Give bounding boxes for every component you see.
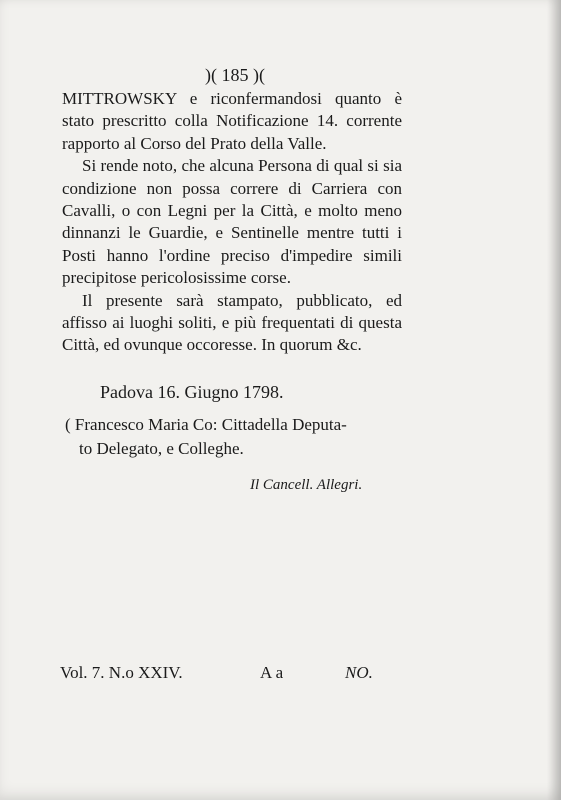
paragraph-2: Si rende noto, che alcuna Persona di qual si sia condizione non possa correre di Carriera con Cavalli, o con Legni per la Città, e molto meno dinnanzi le Guardie, e Sentinelle mentre tutti i Posti hanno l'ordine preciso d'impedire simili precipitose pericolosissime corse.: [62, 156, 402, 288]
body-text: [62, 88, 402, 357]
signature-line-2: to Delegato, e Colleghe.: [79, 439, 244, 458]
signature-block: [65, 413, 405, 461]
date-line: Padova 16. Giugno 1798.: [100, 382, 284, 402]
page-edge-shadow: [547, 0, 561, 800]
number-label: NO.: [345, 663, 373, 682]
paragraph-3: Il presente sarà stampato, pubblicato, ed affisso ai luoghi soliti, e più frequentati di questa Città, ed ovunque occoresse. In quorum &c.: [62, 290, 402, 355]
volume-label: Vol. 7. N.o XXIV.: [60, 663, 183, 682]
signature-mark: A a: [260, 663, 284, 682]
chancellor-signature: Il Cancell. Allegri.: [250, 477, 363, 493]
paragraph-1: MITTROWSKY e riconfermandosi quanto è stato prescritto colla Notificazione 14. corrente rapporto al Corso del Prato della Valle.: [62, 89, 402, 153]
page-number: )( 185 )(: [205, 65, 265, 85]
signature-line-1: ( Francesco Maria Co: Cittadella Deputa-: [65, 415, 347, 434]
